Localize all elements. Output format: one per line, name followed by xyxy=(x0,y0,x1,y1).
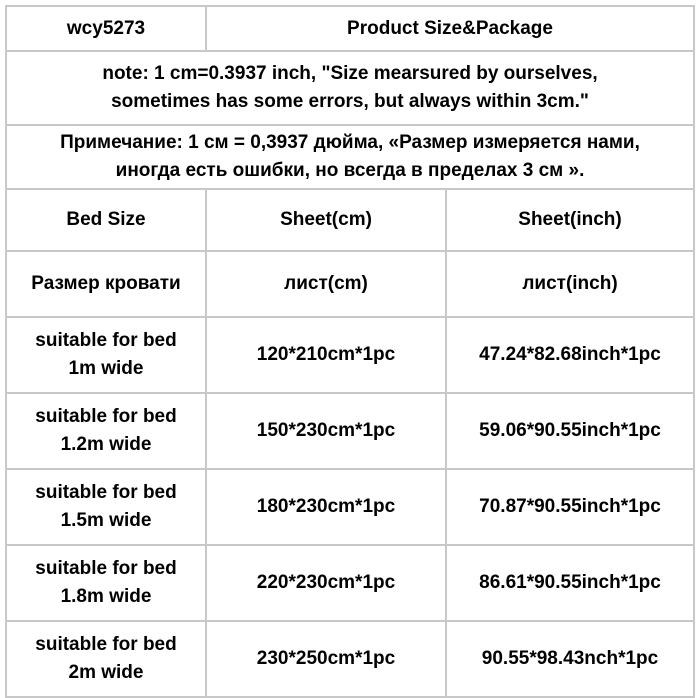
table-title: Product Size&Package xyxy=(206,6,694,51)
sheet-cm-cell: 120*210cm*1pc xyxy=(206,317,446,393)
note-russian-line-1: Примечание: 1 см = 0,3937 дюйма, «Размер измеряется нами, xyxy=(60,132,640,153)
bed-size-line-2: 1.8m wide xyxy=(60,586,152,607)
note-english xyxy=(6,51,694,125)
note-english-line-1: note: 1 cm=0.3937 inch, "Size mearsured by ourselves, xyxy=(102,63,598,84)
note-english-line-2: sometimes has some errors, but always within 3cm." xyxy=(111,91,589,112)
bed-size-line-2: 2m wide xyxy=(68,662,144,683)
table-row xyxy=(6,317,694,393)
table-row xyxy=(6,393,694,469)
bed-size-cell xyxy=(6,469,206,545)
header-row xyxy=(6,6,694,51)
column-header-bed-size: Bed Size xyxy=(6,189,206,251)
column-header-sheet-cm-ru: лист(cm) xyxy=(206,251,446,317)
column-header-bed-size-ru: Размер кровати xyxy=(6,251,206,317)
bed-size-cell xyxy=(6,317,206,393)
bed-size-cell xyxy=(6,545,206,621)
sheet-inch-cell: 86.61*90.55inch*1pc xyxy=(446,545,694,621)
bed-size-line-2: 1.5m wide xyxy=(60,510,152,531)
column-header-sheet-inch-ru: лист(inch) xyxy=(446,251,694,317)
bed-size-line-2: 1.2m wide xyxy=(60,434,152,455)
table-row xyxy=(6,469,694,545)
note-russian xyxy=(6,125,694,189)
table-row xyxy=(6,545,694,621)
note-row-english xyxy=(6,51,694,125)
column-header-sheet-cm: Sheet(cm) xyxy=(206,189,446,251)
bed-size-line-1: suitable for bed xyxy=(35,634,177,655)
sheet-inch-cell: 59.06*90.55inch*1pc xyxy=(446,393,694,469)
column-header-sheet-inch: Sheet(inch) xyxy=(446,189,694,251)
bed-size-cell xyxy=(6,393,206,469)
bed-size-line-1: suitable for bed xyxy=(35,330,177,351)
sheet-cm-cell: 230*250cm*1pc xyxy=(206,621,446,697)
note-row-russian xyxy=(6,125,694,189)
note-russian-line-2: иногда есть ошибки, но всегда в пределах 3 см ». xyxy=(115,160,585,181)
table-row xyxy=(6,621,694,697)
column-header-row-russian xyxy=(6,251,694,317)
sheet-cm-cell: 180*230cm*1pc xyxy=(206,469,446,545)
sheet-inch-cell: 90.55*98.43nch*1pc xyxy=(446,621,694,697)
sheet-cm-cell: 220*230cm*1pc xyxy=(206,545,446,621)
bed-size-line-1: suitable for bed xyxy=(35,406,177,427)
size-table xyxy=(5,5,695,698)
bed-size-line-2: 1m wide xyxy=(68,358,144,379)
sheet-inch-cell: 70.87*90.55inch*1pc xyxy=(446,469,694,545)
product-code: wcy5273 xyxy=(6,6,206,51)
size-chart xyxy=(5,5,693,689)
bed-size-cell xyxy=(6,621,206,697)
bed-size-line-1: suitable for bed xyxy=(35,558,177,579)
sheet-inch-cell: 47.24*82.68inch*1pc xyxy=(446,317,694,393)
sheet-cm-cell: 150*230cm*1pc xyxy=(206,393,446,469)
column-header-row-english xyxy=(6,189,694,251)
bed-size-line-1: suitable for bed xyxy=(35,482,177,503)
